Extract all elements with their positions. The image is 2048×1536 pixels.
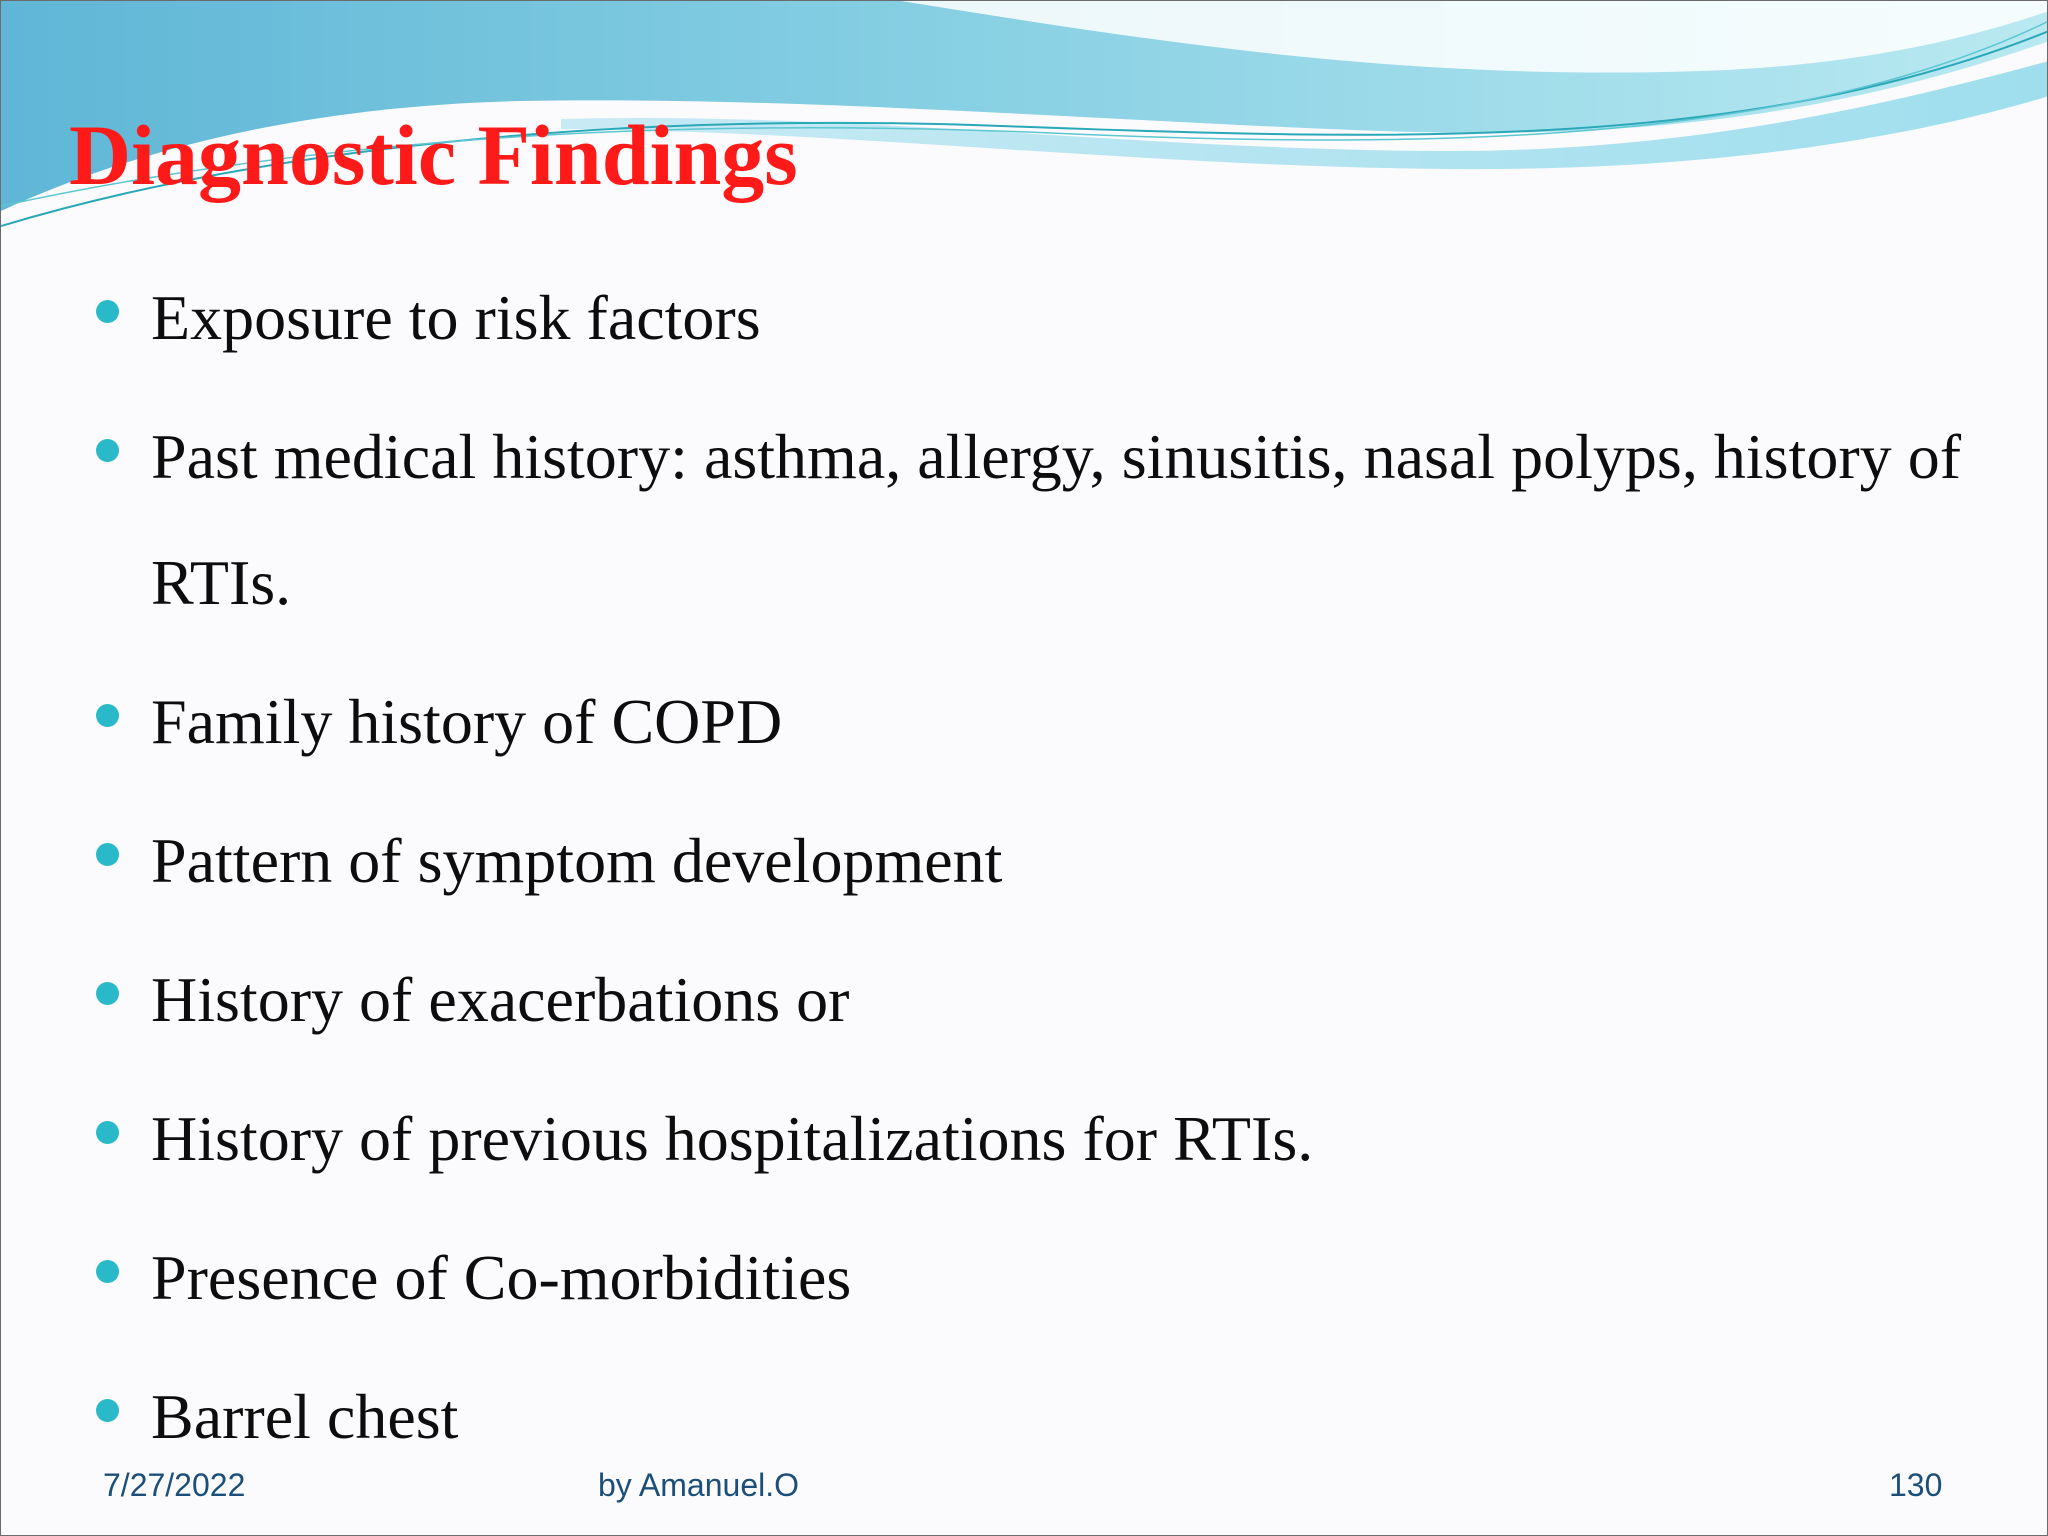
list-item — [93, 394, 1961, 646]
bullet-dot-icon — [96, 1399, 119, 1422]
bullet-list — [93, 255, 1961, 1493]
bullet-text: History of previous hospitalizations for RTIs. — [151, 1103, 1314, 1174]
footer-date: 7/27/2022 — [103, 1467, 246, 1503]
footer-page-number: 130 — [1889, 1467, 1943, 1503]
bullet-text: Exposure to risk factors — [151, 282, 761, 353]
bullet-text: Pattern of symptom development — [151, 825, 1003, 896]
bullet-text: Family history of COPD — [151, 686, 783, 757]
bullet-dot-icon — [96, 1260, 119, 1283]
bullet-text: Presence of Co-morbidities — [151, 1242, 852, 1313]
list-item — [93, 937, 1961, 1063]
footer-author: by Amanuel.O — [598, 1467, 799, 1503]
list-item — [93, 659, 1961, 785]
bullet-dot-icon — [96, 300, 119, 323]
list-item — [93, 1354, 1961, 1480]
bullet-dot-icon — [96, 843, 119, 866]
bullet-text: Barrel chest — [151, 1381, 459, 1452]
bullet-dot-icon — [96, 439, 119, 462]
slide-title: Diagnostic Findings — [69, 107, 798, 203]
bullet-dot-icon — [96, 704, 119, 727]
bullet-text: History of exacerbations or — [151, 964, 850, 1035]
list-item — [93, 798, 1961, 924]
bullet-dot-icon — [96, 1121, 119, 1144]
list-item — [93, 1215, 1961, 1341]
list-item — [93, 1076, 1961, 1202]
bullet-text: Past medical history: asthma, allergy, sinusitis, nasal polyps, history of RTIs. — [151, 421, 1961, 618]
list-item — [93, 255, 1961, 381]
bullet-dot-icon — [96, 982, 119, 1005]
